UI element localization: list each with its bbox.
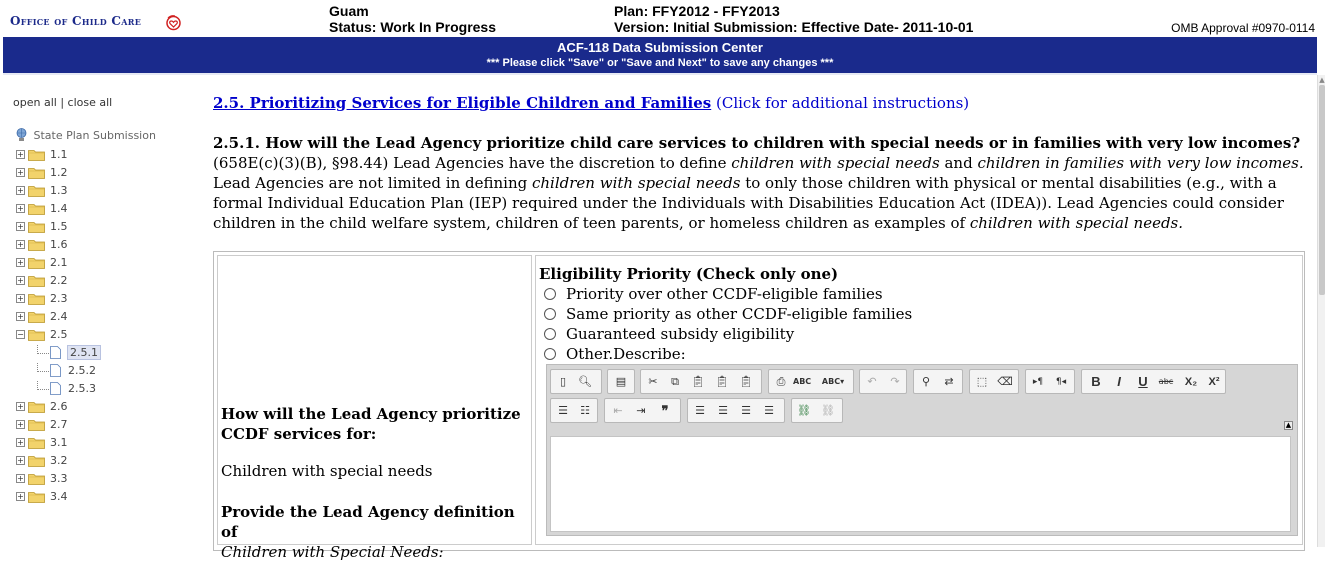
toolbar-group-direction (1025, 369, 1075, 394)
instructions-link[interactable]: (Click for additional instructions) (716, 94, 970, 112)
expand-icon[interactable]: + (17, 294, 24, 303)
replace-icon[interactable]: ⇄ (944, 375, 954, 388)
folder-icon (28, 239, 45, 251)
expand-icon[interactable]: + (17, 150, 24, 159)
toolbar-group-document (550, 369, 602, 394)
expand-icon[interactable]: + (17, 438, 24, 447)
tree-connector (37, 363, 49, 372)
expand-icon[interactable]: + (17, 168, 24, 177)
tree-item-label: 2.2 (50, 274, 68, 287)
tree-item-label: 3.4 (50, 490, 68, 503)
redo-icon[interactable]: ↷ (890, 375, 900, 388)
separator: | (60, 96, 65, 109)
folder-icon (28, 437, 45, 449)
folder-icon (28, 401, 45, 413)
tree-connector (37, 381, 49, 390)
document-icon (50, 346, 61, 359)
tree-connector (37, 345, 49, 354)
paste-text-icon[interactable]: 📋︎ (715, 375, 729, 388)
tree-item-label: 2.7 (50, 418, 68, 431)
expand-icon[interactable]: + (17, 258, 24, 267)
radio-option-same[interactable] (544, 305, 912, 325)
tree-item-label: 2.4 (50, 310, 68, 323)
question-heading: 2.5.1. How will the Lead Agency prioritize child care services to children with special needs or in families with very low incomes? (213, 134, 1301, 152)
definition-italic: Children with Special Needs: (221, 543, 444, 561)
expand-icon[interactable]: + (17, 420, 24, 429)
folder-icon (28, 149, 45, 161)
strikethrough-icon[interactable]: abc (1158, 377, 1174, 386)
toolbar-group-lists (550, 398, 598, 423)
remove-format-icon[interactable]: ⌫ (997, 375, 1013, 388)
open-all-link[interactable]: open all (13, 96, 57, 109)
radio-label: Other.Describe: (566, 345, 686, 363)
status-text: Status: Work In Progress (329, 19, 497, 35)
main-content (213, 75, 1313, 561)
tree-subitem-label: 2.5.2 (68, 364, 96, 377)
expand-icon[interactable]: + (17, 402, 24, 411)
folder-icon (28, 293, 45, 305)
rich-text-editor (546, 364, 1298, 536)
editor-text-area[interactable] (550, 436, 1291, 532)
toolbar-row-1 (547, 369, 1299, 396)
question-part: (658E(c)(3)(B), §98.44) Lead Agencies have the discretion to define (213, 154, 732, 172)
folder-icon (28, 221, 45, 233)
globe-icon (16, 128, 27, 142)
tree-item-label: 1.6 (50, 238, 68, 251)
special-needs-label: Children with special needs (221, 462, 433, 480)
align-justify-icon[interactable]: ☰ (764, 404, 774, 417)
section-link[interactable]: 2.5. Prioritizing Services for Eligible Children and Families (213, 94, 712, 112)
definition-bold: Provide the Lead Agency definition of (221, 503, 515, 541)
expand-icon[interactable]: + (17, 186, 24, 195)
banner (3, 37, 1317, 73)
open-close-links (13, 96, 112, 109)
align-right-icon[interactable]: ☰ (741, 404, 751, 417)
folder-icon (28, 329, 45, 341)
new-page-icon[interactable]: ▯ (559, 375, 567, 388)
undo-icon[interactable]: ↶ (867, 375, 877, 388)
toolbar-group-align (687, 398, 785, 423)
banner-subtitle: *** Please click "Save" or "Save and Next" to save any changes *** (486, 57, 834, 69)
tree-subitem-label: 2.5.1 (67, 345, 101, 360)
italic-icon[interactable]: I (1117, 374, 1121, 389)
document-icon (50, 364, 61, 377)
templates-icon[interactable]: ▤ (615, 375, 627, 388)
question-italic: children with special needs. (969, 214, 1184, 232)
bold-icon[interactable]: B (1091, 374, 1101, 389)
radio-option-other[interactable] (544, 345, 686, 365)
tree-item-label: 2.1 (50, 256, 68, 269)
version-text: Version: Initial Submission: Effective Date- 2011-10-01 (614, 19, 974, 35)
expand-icon[interactable]: + (17, 240, 24, 249)
toolbar-group-format (1081, 369, 1226, 394)
toolbar-group-select (969, 369, 1019, 394)
radio-label: Priority over other CCDF-eligible families (566, 285, 883, 303)
preview-icon[interactable]: 🔍︎ (578, 375, 592, 388)
answer-cell (535, 255, 1303, 545)
blockquote-icon[interactable]: ❞ (661, 403, 669, 418)
tree-item-label: 3.3 (50, 472, 68, 485)
question-label-cell (217, 255, 532, 561)
print-icon[interactable]: ⎙ (776, 375, 786, 388)
radio-button[interactable] (544, 348, 556, 360)
indent-icon[interactable]: ⇥ (636, 404, 646, 417)
subscript-icon[interactable]: X₂ (1184, 376, 1198, 388)
eligibility-title: Eligibility Priority (Check only one) (539, 265, 839, 283)
expand-icon[interactable]: + (17, 312, 24, 321)
omb-approval: OMB Approval #0970-0114 (1171, 21, 1315, 35)
folder-icon (28, 185, 45, 197)
prioritize-question: How will the Lead Agency prioritize CCDF services for: (221, 405, 521, 443)
tree-subitem-label: 2.5.3 (68, 382, 96, 395)
toolbar-group-links (791, 398, 843, 423)
radio-button[interactable] (544, 288, 556, 300)
tree-item-label: 2.6 (50, 400, 68, 413)
folder-icon (28, 419, 45, 431)
scrollbar[interactable] (1317, 75, 1325, 547)
folder-icon (28, 167, 45, 179)
question-part: Lead Agencies are not limited in defining (213, 174, 532, 192)
question-part: to only those children with physical or mental disabilities (e.g., with a formal Individual Education Plan (IEP) required under the Individuals with Disabilities Education Act (IDEA)). Lead Agencies could consider children in the child welfare system, children of teen parents, or homeless children as examples of (213, 174, 1284, 232)
radio-option-priority[interactable] (544, 285, 883, 305)
question-italic: children in families with very low incomes. (977, 154, 1304, 172)
rtl-icon[interactable]: ¶◂ (1055, 377, 1067, 387)
section-title (213, 94, 969, 112)
outdent-icon[interactable]: ⇤ (613, 404, 623, 417)
tree-item-label: 3.2 (50, 454, 68, 467)
spell-check-dropdown-icon[interactable]: ABC▾ (821, 377, 845, 386)
sidebar (0, 75, 200, 547)
radio-button[interactable] (544, 308, 556, 320)
folder-icon (28, 455, 45, 467)
numbered-list-icon[interactable]: ☰ (558, 404, 568, 417)
expand-icon[interactable]: + (17, 456, 24, 465)
tree-item-label: 1.4 (50, 202, 68, 215)
select-all-icon[interactable]: ⬚ (976, 375, 988, 388)
toolbar-group-undo (859, 369, 907, 394)
align-left-icon[interactable]: ☰ (695, 404, 705, 417)
scroll-up-icon[interactable]: ▲ (1319, 76, 1325, 84)
radio-button[interactable] (544, 328, 556, 340)
question-italic: children with special needs (731, 154, 940, 172)
tree-item-label: 1.5 (50, 220, 68, 233)
document-icon (50, 382, 61, 395)
close-all-link[interactable]: close all (67, 96, 113, 109)
toolbar-group-clipboard (640, 369, 762, 394)
find-icon[interactable]: ⚲ (921, 375, 931, 388)
toolbar-group-templates (607, 369, 635, 394)
definition-prompt (221, 502, 531, 562)
tree-item-label: 2.3 (50, 292, 68, 305)
tree-item-label: 1.3 (50, 184, 68, 197)
folder-icon (28, 473, 45, 485)
banner-title: ACF-118 Data Submission Center (557, 40, 763, 55)
header (0, 0, 1325, 37)
unlink-icon[interactable]: ⛓ (821, 404, 835, 417)
state-name: Guam (329, 3, 369, 19)
question-part: and (939, 154, 978, 172)
copy-icon[interactable]: ⧉ (671, 375, 679, 388)
expand-icon[interactable]: + (17, 204, 24, 213)
folder-icon (28, 257, 45, 269)
tree-root[interactable] (16, 128, 156, 142)
paste-word-icon[interactable]: 📋︎ (739, 375, 753, 388)
cut-icon[interactable]: ✂ (648, 375, 658, 388)
radio-option-guaranteed[interactable] (544, 325, 794, 345)
question-table (213, 251, 1305, 561)
folder-icon (28, 275, 45, 287)
radio-label: Same priority as other CCDF-eligible families (566, 305, 913, 323)
link-icon[interactable]: ⛓ (797, 404, 811, 417)
tree-item-label: 1.2 (50, 166, 68, 179)
superscript-icon[interactable]: X² (1208, 376, 1220, 388)
expand-icon[interactable]: + (17, 222, 24, 231)
underline-icon[interactable]: U (1138, 374, 1148, 389)
align-center-icon[interactable]: ☰ (718, 404, 728, 417)
toolbar-group-find (913, 369, 963, 394)
toolbar-row-2 (547, 398, 1299, 425)
tree-root-label: State Plan Submission (33, 129, 156, 142)
tree-item-label: 1.1 (50, 148, 68, 161)
bullet-list-icon[interactable]: ☷ (580, 404, 590, 417)
tree-item-label: 3.1 (50, 436, 68, 449)
toolbar-group-indent (604, 398, 681, 423)
expand-icon[interactable]: + (17, 492, 24, 501)
question-italic: children with special needs (532, 174, 741, 192)
question-text (213, 133, 1308, 233)
collapse-icon[interactable]: − (17, 330, 24, 339)
expand-icon[interactable]: + (17, 474, 24, 483)
heart-logo-icon (165, 14, 182, 31)
ltr-icon[interactable]: ▸¶ (1032, 377, 1044, 387)
folder-icon (28, 491, 45, 503)
office-logo: Office of Child Care (10, 14, 142, 28)
toolbar-group-print (768, 369, 854, 394)
tree-item-label: 2.5 (50, 328, 68, 341)
radio-label: Guaranteed subsidy eligibility (566, 325, 795, 343)
collapse-toolbar-icon[interactable]: ▲ (1285, 421, 1292, 429)
paste-icon[interactable]: 📋︎ (691, 375, 705, 388)
folder-icon (28, 203, 45, 215)
plan-text: Plan: FFY2012 - FFY2013 (614, 3, 780, 19)
expand-icon[interactable]: + (17, 276, 24, 285)
folder-icon (28, 311, 45, 323)
spell-check-icon[interactable]: ABC (793, 377, 812, 386)
scroll-thumb[interactable] (1319, 85, 1325, 295)
